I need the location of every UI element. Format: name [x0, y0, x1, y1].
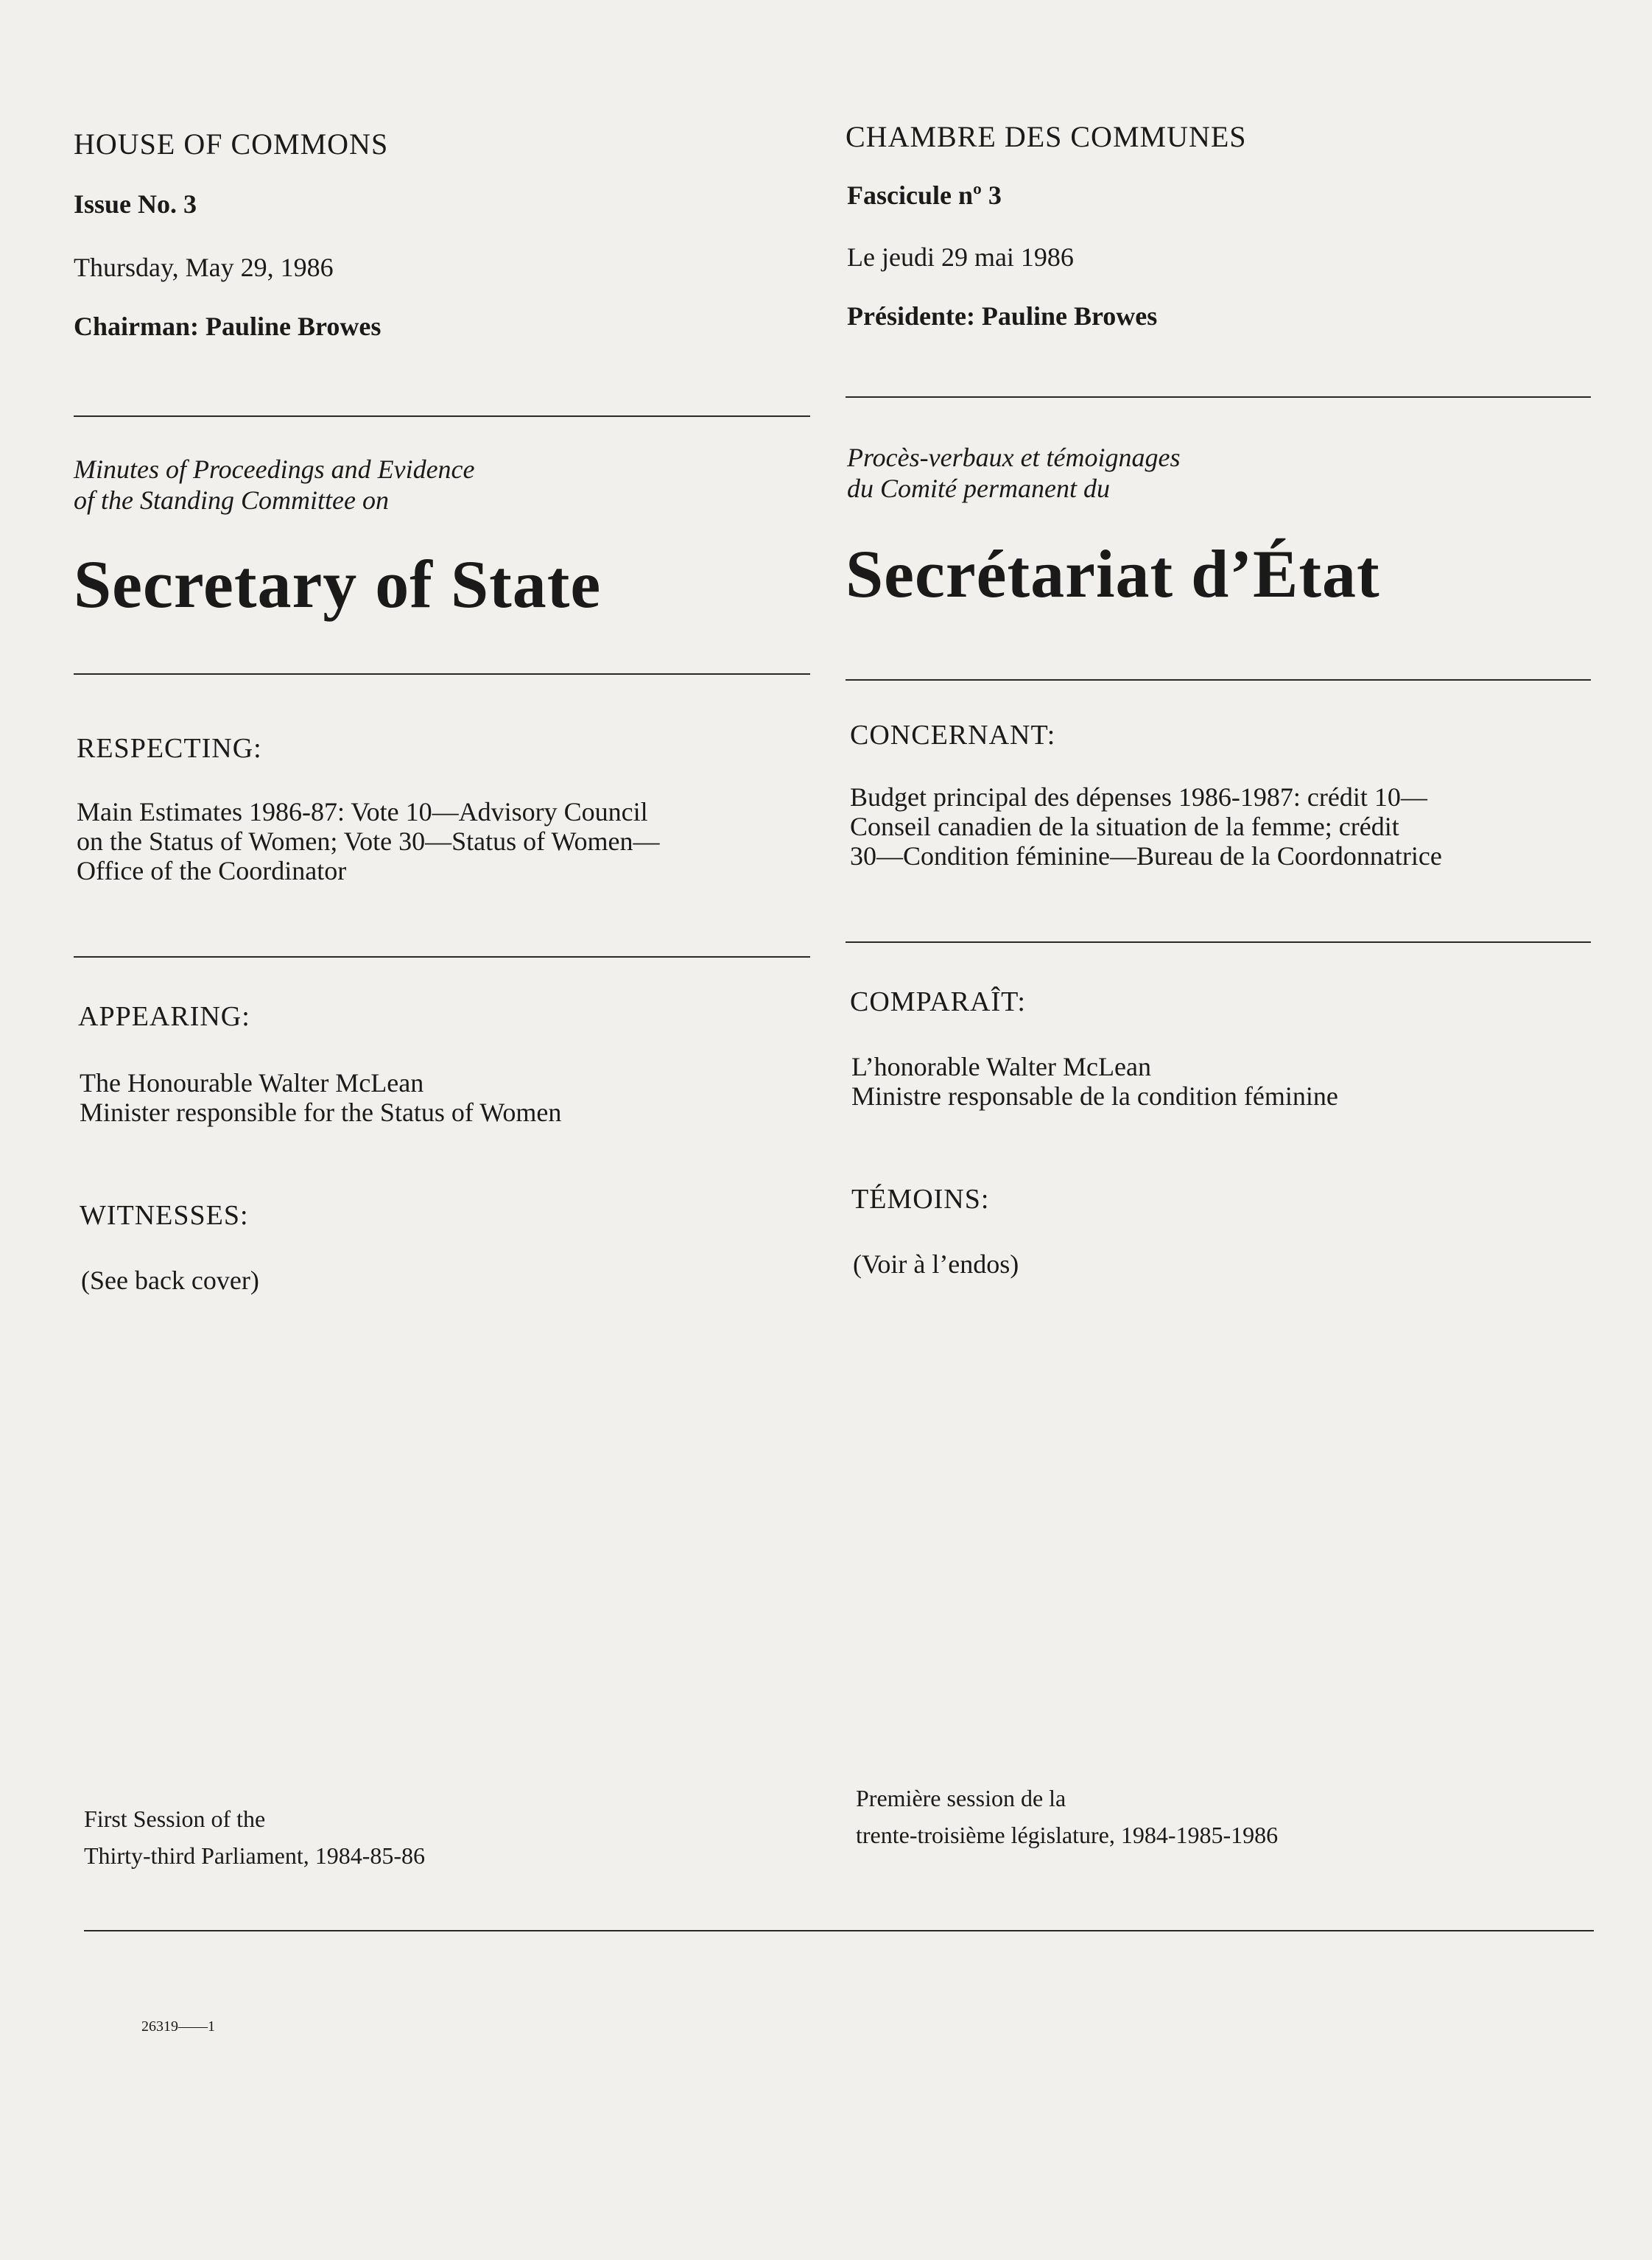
session-line-1: First Session of the: [84, 1805, 266, 1832]
respecting-line-2: on the Status of Women; Vote 30—Status of Women—: [77, 827, 660, 856]
respecting-line-1: Main Estimates 1986-87: Vote 10—Advisory Council: [77, 797, 648, 827]
committee-title-french: Secrétariat d’État: [846, 536, 1380, 611]
house-of-commons-heading: HOUSE OF COMMONS: [74, 127, 389, 161]
chairman-line: Chairman: Pauline Browes: [74, 312, 382, 341]
temoins-heading: TÉMOINS:: [851, 1184, 990, 1215]
appearing-heading: APPEARING:: [78, 1001, 250, 1032]
divider-bottom: [84, 1930, 1594, 1931]
divider-right-low: [846, 941, 1591, 943]
concernant-line-1: Budget principal des dépenses 1986-1987: crédit 10—: [850, 782, 1427, 812]
concernant-line-3: 30—Condition féminine—Bureau de la Coordonnatrice: [850, 841, 1442, 871]
concernant-line-2: Conseil canadien de la situation de la femme; crédit: [850, 812, 1399, 841]
session-francaise-line-2: trente-troisième législature, 1984-1985-1986: [856, 1822, 1279, 1848]
divider-right-top: [846, 396, 1591, 398]
appearing-title: Minister responsible for the Status of Women: [80, 1098, 562, 1127]
minutes-line-1: Minutes of Proceedings and Evidence: [74, 455, 475, 484]
print-code: 26319——1: [141, 2018, 215, 2035]
session-line-2: Thirty-third Parliament, 1984-85-86: [84, 1842, 426, 1869]
divider-left-low: [74, 956, 810, 958]
comparait-heading: COMPARAÎT:: [850, 986, 1026, 1017]
comparait-title: Ministre responsable de la condition féminine: [851, 1081, 1338, 1111]
date-francaise: Le jeudi 29 mai 1986: [847, 242, 1074, 272]
appearing-name: The Honourable Walter McLean: [80, 1068, 424, 1098]
divider-left-mid: [74, 673, 810, 675]
concernant-heading: CONCERNANT:: [850, 720, 1056, 751]
respecting-heading: RESPECTING:: [77, 733, 262, 764]
proces-verbaux-line-1: Procès-verbaux et témoignages: [847, 443, 1181, 472]
divider-left-top: [74, 415, 810, 417]
presidente-line: Présidente: Pauline Browes: [847, 301, 1158, 331]
divider-right-mid: [846, 679, 1591, 681]
meeting-date: Thursday, May 29, 1986: [74, 253, 334, 282]
temoins-text: (Voir à l’endos): [853, 1249, 1019, 1279]
chambre-des-communes-heading: CHAMBRE DES COMMUNES: [846, 120, 1247, 153]
minutes-line-2: of the Standing Committee on: [74, 485, 389, 515]
comparait-name: L’honorable Walter McLean: [851, 1052, 1151, 1081]
proces-verbaux-line-2: du Comité permanent du: [847, 474, 1110, 503]
committee-title-english: Secretary of State: [74, 547, 602, 622]
fascicule-number: Fascicule nº 3: [847, 180, 1002, 210]
respecting-line-3: Office of the Coordinator: [77, 856, 347, 885]
session-francaise-line-1: Première session de la: [856, 1785, 1066, 1811]
witnesses-heading: WITNESSES:: [80, 1200, 249, 1231]
issue-number: Issue No. 3: [74, 189, 197, 219]
witnesses-text: (See back cover): [81, 1266, 259, 1295]
